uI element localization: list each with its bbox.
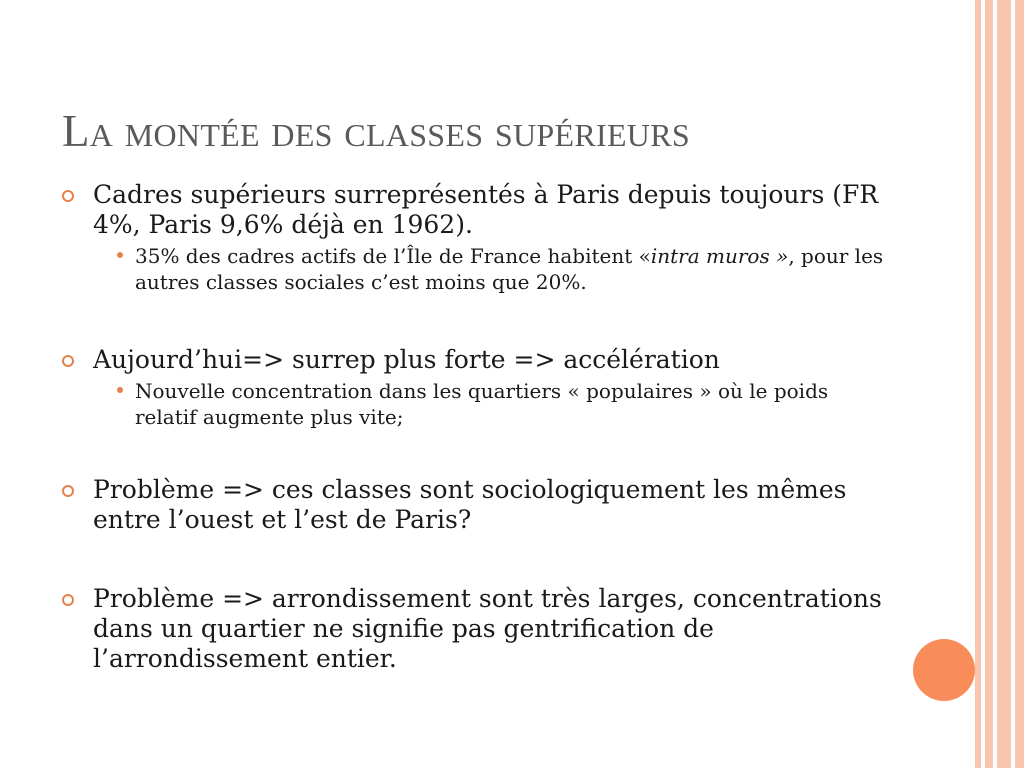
bullet-point-3 — [62, 475, 892, 535]
sub-bullet-dot-icon — [117, 387, 123, 393]
slide-content — [62, 180, 892, 674]
slide-title: La montée des classes supérieurs — [62, 106, 690, 156]
bullet-ring-icon — [62, 355, 74, 367]
bullet-point-text: Aujourd’hui=> surrep plus forte => accélération — [93, 345, 720, 374]
bullet-ring-icon — [62, 594, 74, 606]
decor-stripe — [975, 0, 981, 768]
sub-bullet-dot-icon — [117, 252, 123, 258]
sub-bullet-text — [135, 243, 892, 295]
decor-circle — [913, 639, 975, 701]
bullet-point-text: Cadres supérieurs surreprésentés à Paris depuis toujours (FR 4%, Paris 9,6% déjà en 1962). — [93, 180, 879, 239]
sub-bullet-text-part: 35% des cadres actifs de l’Île de France habitent « — [135, 244, 651, 268]
bullet-point-text: Problème => ces classes sont sociologiquement les mêmes entre l’ouest et l’est de Paris? — [93, 475, 847, 534]
sub-bullet-italic: intra muros » — [650, 244, 789, 268]
bullet-point-4 — [62, 584, 892, 674]
decor-stripe — [985, 0, 993, 768]
bullet-ring-icon — [62, 485, 74, 497]
sub-bullet-2 — [93, 378, 892, 430]
bullet-point-text: Problème => arrondissement sont très larges, concentrations dans un quartier ne signifie pas gentrification de l’arrondissement entier. — [93, 584, 882, 673]
sub-bullet-1 — [93, 243, 892, 295]
bullet-point-1 — [62, 180, 892, 295]
sub-bullet-text: Nouvelle concentration dans les quartiers « populaires » où le poids relatif augmente plus vite; — [135, 379, 829, 429]
decor-stripe — [997, 0, 1011, 768]
bullet-ring-icon — [62, 190, 74, 202]
sub-bullet-text-part: , pour les autres classes sociales c’est moins que 20%. — [135, 244, 884, 294]
bullet-point-2 — [62, 345, 892, 430]
decor-stripe — [1015, 0, 1024, 768]
